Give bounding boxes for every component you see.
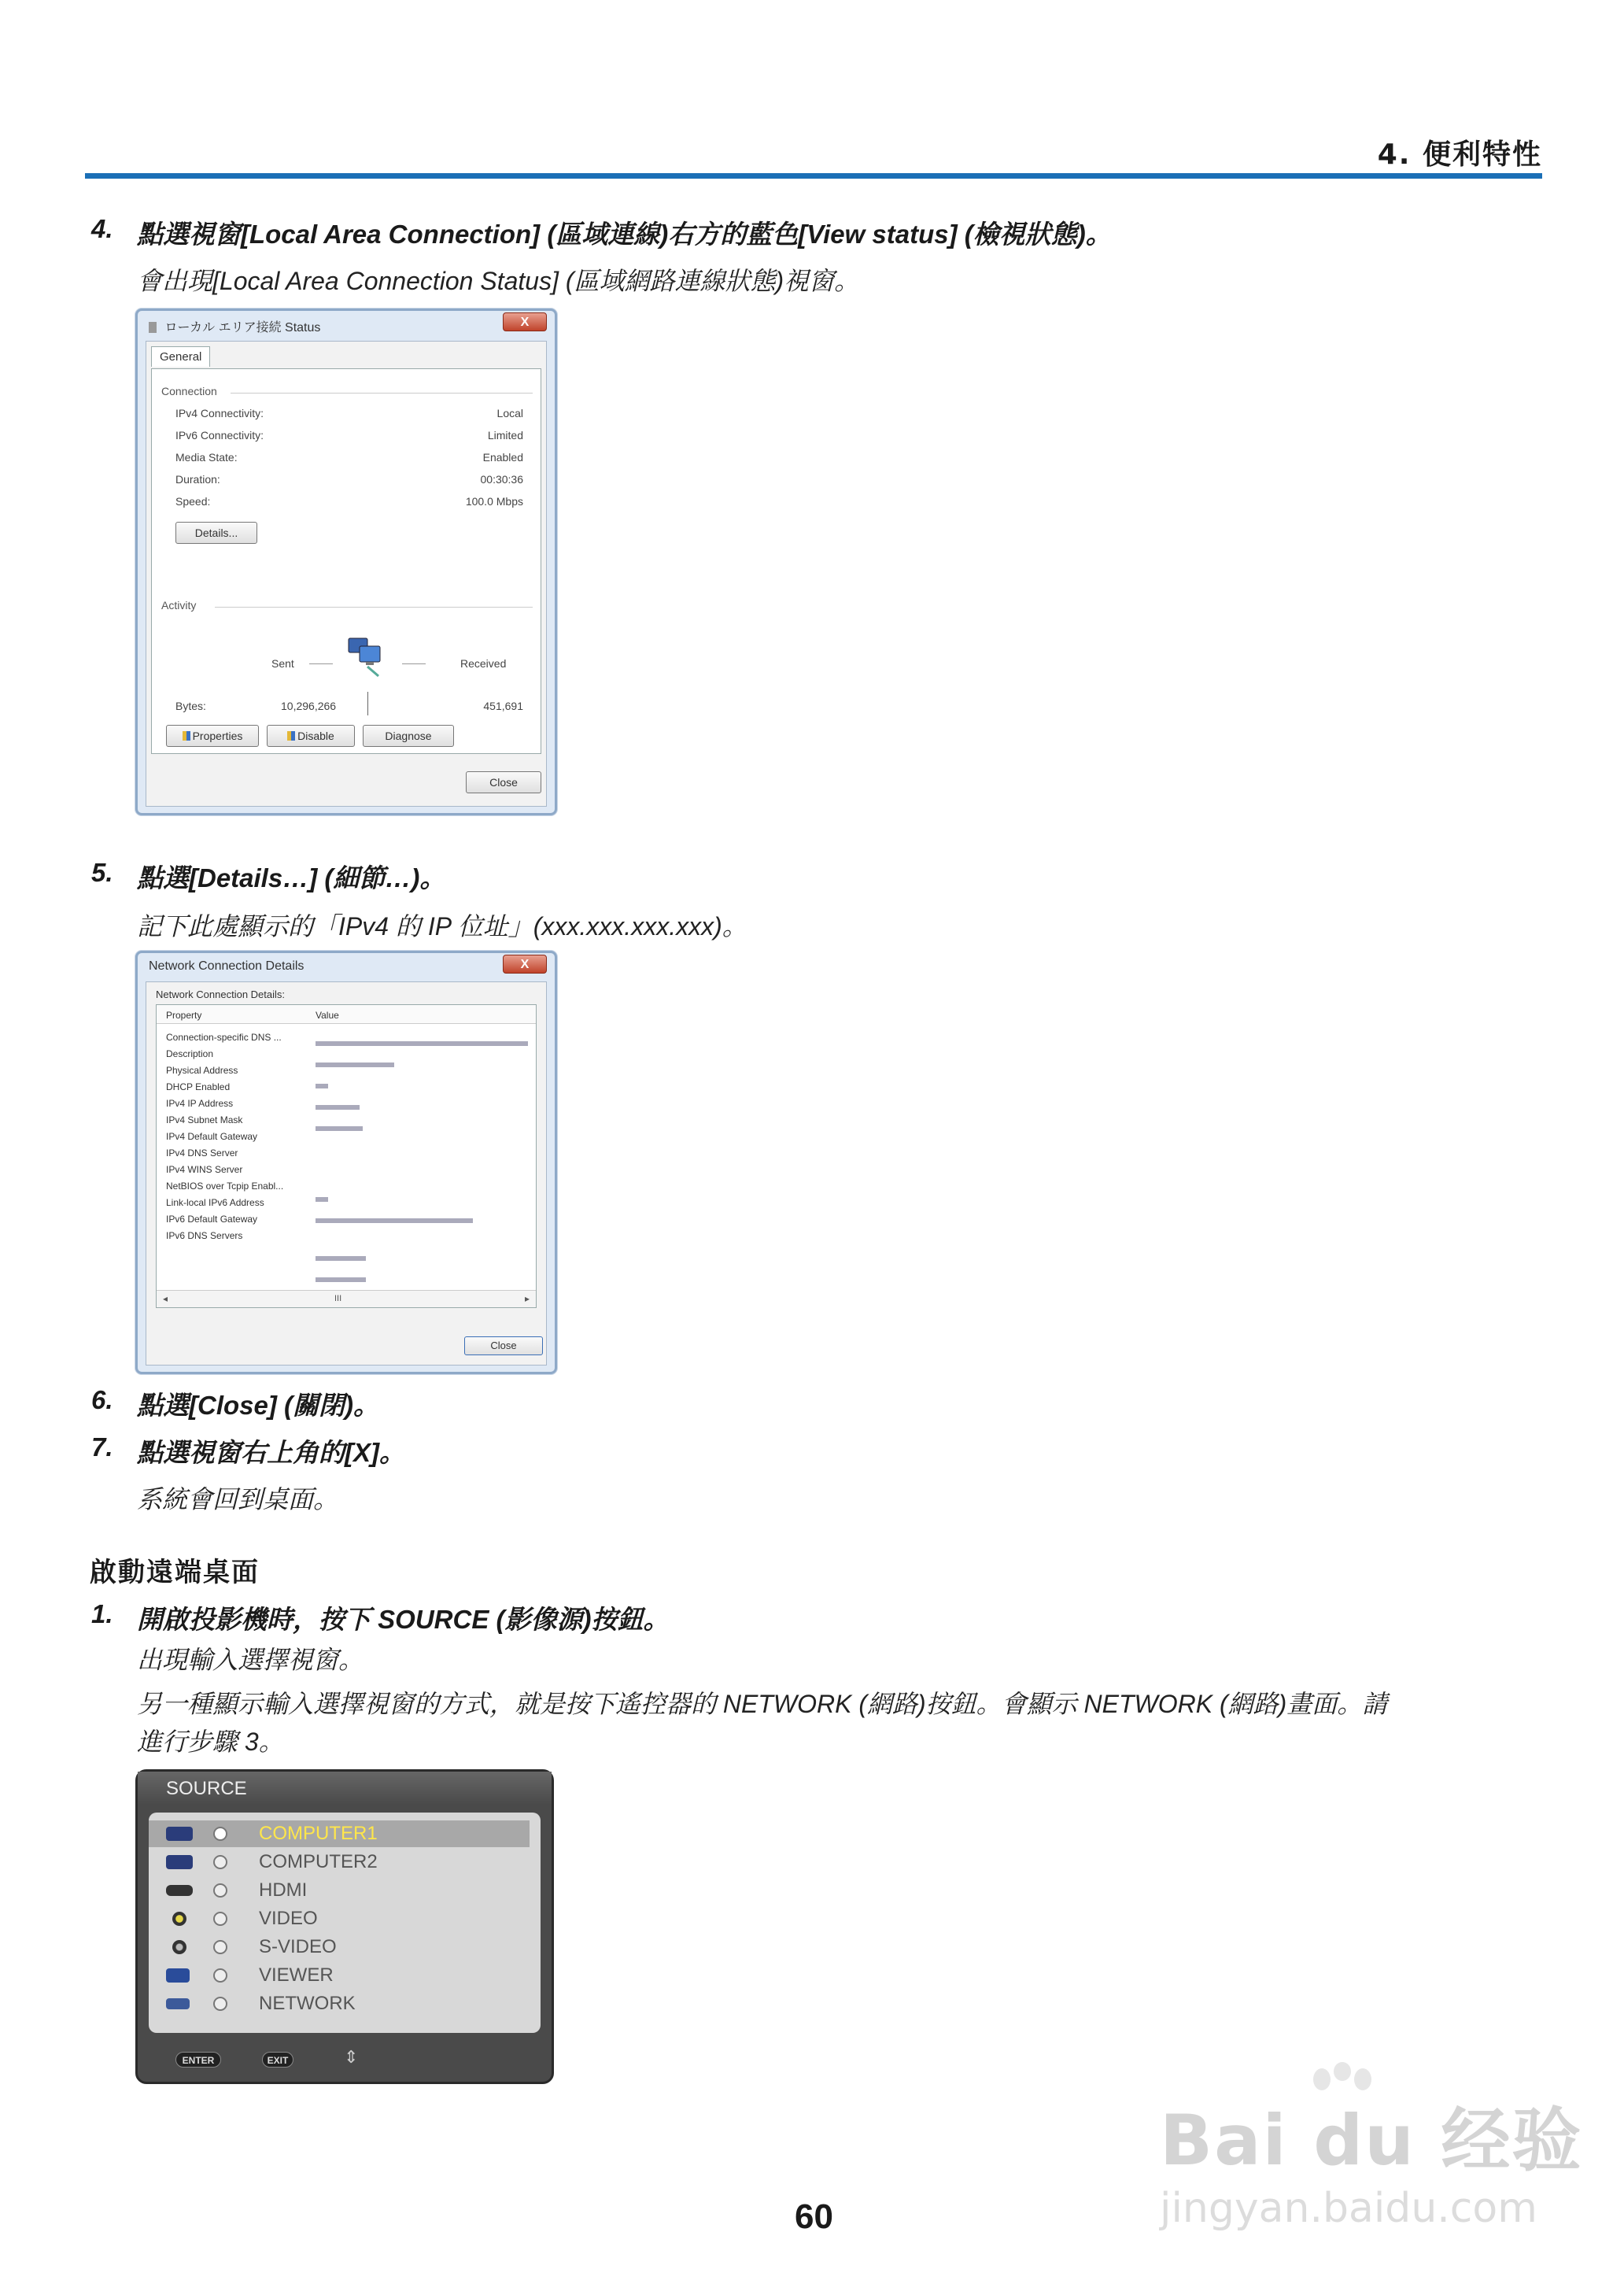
list-item: IPv4 Subnet Mask (166, 1114, 243, 1125)
radio-icon[interactable] (213, 1968, 227, 1983)
status-window (135, 309, 557, 815)
details-window-title: Network Connection Details (149, 959, 304, 973)
media-state-value: Enabled (482, 451, 523, 464)
step-6-text: 點選[Close] (關閉)。 (137, 1391, 379, 1420)
paw-icon (1306, 2062, 1379, 2117)
col-value[interactable]: Value (316, 1010, 339, 1021)
col-property[interactable]: Property (166, 1010, 202, 1021)
source-item-label: NETWORK (259, 1993, 356, 2014)
radio-icon[interactable] (213, 1855, 227, 1869)
source-item-computer1[interactable] (149, 1820, 530, 1847)
scroll-right-icon[interactable]: ▸ (524, 1293, 530, 1304)
property-column (166, 1032, 323, 1247)
diagnose-button[interactable]: Diagnose (363, 725, 454, 747)
vga-port-icon (166, 1855, 193, 1869)
radio-icon[interactable] (213, 1827, 227, 1841)
list-item: Connection-specific DNS ... (166, 1032, 282, 1043)
divider (402, 663, 426, 664)
close-button[interactable]: Close (466, 771, 541, 793)
viewer-icon (166, 1968, 190, 1983)
s-video-port-icon (172, 1940, 186, 1954)
step-5-text: 點選[Details…] (細節…)。 (137, 863, 446, 893)
source-menu-footer (138, 2036, 552, 2082)
duration-value: 00:30:36 (480, 473, 523, 486)
source-item-label: HDMI (259, 1879, 308, 1901)
details-list[interactable] (156, 1004, 537, 1308)
step-7-number: 7. (91, 1432, 113, 1462)
step-4-body: 會出現[Local Area Connection Status] (區域網路連線狀態)視窗。 (137, 267, 860, 295)
source-item-hdmi[interactable] (149, 1877, 530, 1904)
list-item: IPv4 DNS Server (166, 1148, 238, 1159)
speed-value: 100.0 Mbps (465, 495, 523, 508)
s2-step-1-number: 1. (91, 1599, 113, 1628)
step-4-text: 點選視窗[Local Area Connection] (區域連線)右方的藍色[View status] (檢視狀態)。 (137, 220, 1112, 249)
source-list (149, 1813, 541, 2033)
list-item: DHCP Enabled (166, 1081, 231, 1092)
bytes-sent-value: 10,296,266 (281, 700, 337, 712)
details-window-body (146, 981, 547, 1366)
bytes-label: Bytes: (175, 700, 206, 712)
list-item: Description (166, 1048, 214, 1059)
ipv4-connectivity-value: Local (496, 407, 523, 419)
activity-group-label: Activity (161, 599, 197, 612)
source-menu-title: SOURCE (138, 1772, 552, 1805)
bytes-received-value: 451,691 (483, 700, 523, 712)
general-panel (151, 368, 541, 754)
enter-button[interactable]: ENTER (175, 2052, 221, 2068)
list-item: IPv6 DNS Servers (166, 1230, 243, 1241)
up-down-arrows-icon: ⇕ (344, 2047, 359, 2067)
s2-step-1-body1: 出現輸入選擇視窗。 (137, 1646, 364, 1674)
step-7-text: 點選視窗右上角的[X]。 (137, 1438, 405, 1467)
status-window-title: ローカル エリア接続 Status (164, 321, 321, 334)
disable-button[interactable] (267, 725, 355, 747)
source-item-label: VIDEO (259, 1908, 318, 1929)
source-item-label: COMPUTER1 (259, 1823, 378, 1844)
source-menu (135, 1769, 554, 2084)
details-window (135, 951, 557, 1374)
divider (309, 663, 333, 664)
source-item-label: COMPUTER2 (259, 1851, 378, 1872)
tab-general[interactable]: General (151, 346, 210, 367)
list-item: IPv4 WINS Server (166, 1164, 243, 1175)
disable-button-label: Disable (297, 730, 334, 742)
radio-icon[interactable] (213, 1940, 227, 1954)
divider (231, 393, 533, 394)
shield-icon (287, 731, 295, 741)
shield-icon (183, 731, 190, 741)
blurred-values (316, 1037, 528, 1308)
source-item-network[interactable] (149, 1990, 530, 2017)
source-item-computer2[interactable] (149, 1849, 530, 1876)
divider (367, 692, 368, 715)
baidu-url-watermark: jingyan.baidu.com (1160, 2185, 1537, 2232)
step-5-body: 記下此處顯示的「IPv4 的 IP 位址」(xxx.xxx.xxx.xxx)。 (137, 912, 747, 941)
list-item: IPv6 Default Gateway (166, 1214, 258, 1225)
video-port-icon (172, 1912, 186, 1926)
source-item-s-video[interactable] (149, 1934, 530, 1961)
s2-step-1-text: 開啟投影機時，按下 SOURCE (影像源)按鈕。 (137, 1605, 670, 1634)
divider (215, 607, 533, 608)
media-state-label: Media State: (175, 451, 238, 464)
s2-step-1-body2a: 另一種顯示輸入選擇視窗的方式，就是按下遙控器的 NETWORK (網路)按鈕。會顯示 NETWORK (網路)畫面。請 (137, 1690, 1388, 1718)
s2-step-1-body2b: 進行步驟 3。 (137, 1728, 284, 1756)
list-item: NetBIOS over Tcpip Enabl... (166, 1181, 284, 1192)
ipv6-connectivity-value: Limited (487, 429, 523, 442)
step-7-body: 系統會回到桌面。 (137, 1485, 339, 1513)
details-button[interactable]: Details... (175, 522, 257, 544)
close-button[interactable]: Close (464, 1336, 543, 1355)
step-5-number: 5. (91, 858, 113, 887)
window-close-button[interactable]: X (503, 312, 547, 331)
details-list-header (157, 1005, 536, 1024)
network-port-icon (166, 1998, 190, 2009)
step-6-number: 6. (91, 1385, 113, 1414)
source-item-video[interactable] (149, 1905, 530, 1932)
network-icon (149, 322, 157, 333)
list-item: Link-local IPv6 Address (166, 1197, 264, 1208)
header-rule (85, 173, 1542, 179)
exit-button[interactable]: EXIT (262, 2052, 293, 2068)
source-item-label: VIEWER (259, 1964, 334, 1986)
scroll-left-icon[interactable]: ◂ (163, 1293, 168, 1304)
vga-port-icon (166, 1827, 193, 1841)
list-item: Physical Address (166, 1065, 238, 1076)
radio-icon[interactable] (213, 1912, 227, 1926)
ipv4-connectivity-label: IPv4 Connectivity: (175, 407, 264, 419)
properties-button[interactable] (166, 725, 259, 747)
sent-label: Sent (271, 657, 294, 670)
properties-button-label: Properties (192, 730, 243, 742)
source-item-viewer[interactable] (149, 1962, 530, 1989)
page-number: 60 (795, 2197, 833, 2236)
list-item: IPv4 Default Gateway (166, 1131, 258, 1142)
baidu-logo-watermark: Bai du 经验 (1160, 2100, 1583, 2181)
speed-label: Speed: (175, 495, 211, 508)
hdmi-port-icon (166, 1885, 193, 1896)
chapter-title: 4. 便利特性 (1377, 139, 1542, 171)
radio-icon[interactable] (213, 1883, 227, 1898)
status-window-titlebar (138, 311, 555, 338)
window-close-button[interactable]: X (503, 955, 547, 974)
step-4-number: 4. (91, 214, 113, 243)
horizontal-scrollbar[interactable] (157, 1290, 536, 1307)
radio-icon[interactable] (213, 1997, 227, 2011)
received-label: Received (460, 657, 507, 670)
scroll-thumb[interactable]: III (334, 1294, 342, 1303)
connection-group-label: Connection (161, 385, 217, 397)
duration-label: Duration: (175, 473, 220, 486)
list-item: IPv4 IP Address (166, 1098, 234, 1109)
ipv6-connectivity-label: IPv6 Connectivity: (175, 429, 264, 442)
status-window-body (146, 341, 547, 807)
section-heading: 啟動遠端桌面 (90, 1557, 260, 1588)
details-window-titlebar (138, 953, 555, 980)
source-item-label: S-VIDEO (259, 1936, 337, 1957)
details-subtitle: Network Connection Details: (156, 989, 286, 1000)
network-computers-icon (344, 635, 389, 679)
